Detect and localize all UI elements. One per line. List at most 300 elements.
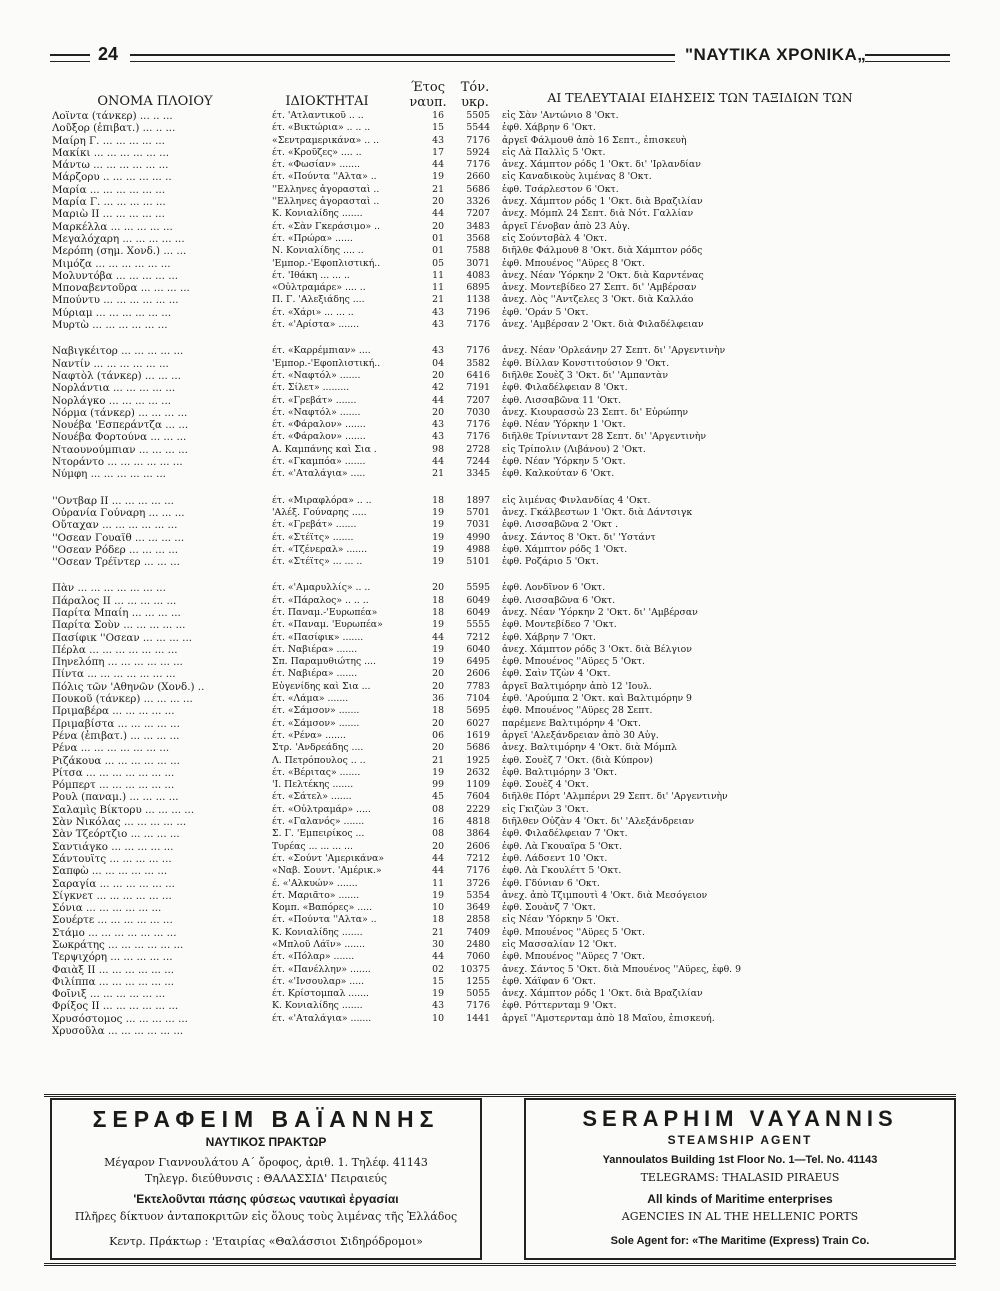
latest-news: εἰς Μασσαλίαν 12 'Οκτ.	[502, 939, 617, 950]
ship-name: ''Οσεαν Γουαϊθ ... ... ... ...	[52, 531, 185, 544]
tonnage: 1925	[466, 754, 490, 766]
ship-name: Σωκράτης ... ... ... ... ... ...	[52, 939, 184, 951]
ship-name: Μύριαμ ... ... ... ... ... ...	[52, 306, 172, 319]
owner: έτ. «Πούντα ''Αλτα» ..	[272, 171, 377, 183]
ship-name: Μάντω ... ... ... ... ... ...	[52, 159, 169, 172]
build-year: 20	[432, 742, 444, 754]
tonnage: 7176	[466, 319, 490, 331]
build-year: 44	[432, 159, 444, 171]
col-header-owner: ΙΔΙΟΚΤΗΤΑΙ	[285, 94, 369, 109]
owner: έ. «'Αλκυών» .......	[272, 877, 358, 889]
table-row	[52, 841, 892, 853]
owner: έτ. «'Ινσουλαρ» .....	[272, 975, 365, 987]
table-row	[52, 964, 892, 976]
ship-name: Ναφτὸλ (τάνκερ) ... ... ...	[52, 369, 181, 382]
latest-news: ἐφθ. Φιλαδέλφειαν 8 'Οκτ.	[502, 382, 628, 394]
table-row	[52, 632, 892, 644]
latest-news: εἰς Γκιζὼν 3 'Οκτ.	[502, 803, 589, 815]
owner: «Ναβ. Σουντ. 'Αμέρικ.»	[272, 865, 382, 877]
latest-news: ἐφθ. Τσάρλεστον 6 'Οκτ.	[502, 183, 619, 195]
build-year: 44	[432, 208, 444, 220]
owner: έτ. «Πάραλος» .. .. ..	[272, 594, 369, 606]
owner: έτ. «Πρώρα» ......	[272, 232, 353, 244]
ad-english-address: Yannoulatos Building 1st Floor No. 1—Tel. No. 41143	[602, 1154, 878, 1166]
tonnage: 4990	[466, 531, 490, 543]
owner: έτ. «Γαλανός» .......	[272, 816, 365, 828]
tonnage: 1138	[466, 294, 490, 306]
owner: έτ. «Κροῦζες» .... ..	[272, 146, 362, 158]
build-year: 19	[432, 988, 444, 1000]
owner: Π. Γ. 'Αλεξιάδης ....	[272, 294, 365, 306]
ship-name: Φαιὰξ ΙΙ ... ... ... ... ... ...	[52, 963, 175, 976]
table-row	[52, 804, 892, 816]
build-year: 45	[432, 791, 444, 803]
tonnage: 2229	[466, 803, 490, 815]
build-year: 19	[432, 889, 444, 901]
build-year: 44	[432, 456, 444, 468]
ship-name: Ρόμπερτ ... ... ... ... ... ...	[52, 779, 175, 792]
ship-name: Χρυσόστομος ... ... ... ... ...	[52, 1012, 188, 1025]
owner: έτ. «Σὰν Γκεράσιμο» ..	[272, 220, 381, 232]
owner: Ν. Κονιαλίδης .... ..	[272, 245, 364, 257]
build-year: 10	[432, 1012, 444, 1024]
owner: έτ. 'Ιθάκη ... ... ..	[272, 269, 350, 281]
build-year: 19	[432, 766, 444, 778]
ship-group	[52, 345, 892, 480]
latest-news: ἐφθ. Καλκούταν 6 'Οκτ.	[502, 468, 615, 480]
latest-news: ἐφθ. Λισσαβῶνα 2 'Οκτ .	[502, 519, 619, 531]
owner: έτ. «Ναφτόλ» .......	[272, 369, 361, 381]
tonnage: 7176	[466, 1000, 490, 1012]
owner: έτ. «Μιραφλόρα» .. ..	[272, 494, 372, 506]
tonnage: 4988	[466, 543, 490, 555]
table-row	[52, 668, 892, 680]
publication-title: "ΝΑΥΤΙΚΑ ΧΡΟΝΙΚΑ„	[685, 45, 867, 64]
table-row	[52, 221, 892, 233]
table-row	[52, 233, 892, 245]
build-year: 43	[432, 134, 444, 146]
build-year: 04	[432, 357, 444, 369]
ship-name: Χρυσοῦλα ... ... ... ... ... ...	[52, 1025, 184, 1038]
col-header-tons-line2: υκρ.	[461, 95, 489, 110]
table-row	[52, 431, 892, 443]
table-row	[52, 495, 892, 507]
table-row	[52, 779, 892, 791]
ship-name: Πασίφικ ''Οσεαν ... ... ... ...	[52, 631, 193, 644]
build-year: 08	[432, 828, 444, 840]
table-row	[52, 853, 892, 865]
tonnage: 7176	[466, 134, 490, 146]
ship-name: Μάρζορυ .. ... ... ... ... ..	[52, 171, 172, 184]
ship-name: Μεγαλόχαρη ... ... ... ... ...	[52, 232, 185, 245]
ad-greek-role: ΝΑΥΤΙΚΟΣ ΠΡΑΚΤΩΡ	[205, 1135, 327, 1149]
build-year: 21	[432, 754, 444, 766]
build-year: 20	[432, 680, 444, 692]
ship-name: Νταουνούμπιαν ... ... ... ...	[52, 443, 188, 456]
latest-news: ἐφθ. Λισσαβῶνα 11 'Οκτ.	[502, 394, 622, 406]
tonnage: 6049	[466, 606, 490, 618]
latest-news: διῆλθε Πόρτ 'Αλμπέρνι 29 Σεπτ. δι' 'Αργεντινὴν	[502, 791, 728, 803]
table-row	[52, 595, 892, 607]
latest-news: ἐφθ. Λὰ Γκουαΐρα 5 'Οκτ.	[502, 840, 623, 852]
build-year: 19	[432, 656, 444, 668]
build-year: 20	[432, 668, 444, 680]
owner: έτ. «Βικτώρια» .. .. ..	[272, 122, 371, 134]
owner: έτ. «Γρεβάτ» .......	[272, 519, 357, 531]
build-year: 19	[432, 171, 444, 183]
build-year: 19	[432, 619, 444, 631]
header-rule-left	[50, 54, 90, 62]
owner: 'Αλέξ. Γούναρης .....	[272, 506, 367, 518]
tonnage: 5695	[466, 705, 490, 717]
table-row	[52, 742, 892, 754]
table-row	[52, 345, 892, 357]
advertisement-english	[524, 1098, 956, 1260]
build-year: 44	[432, 865, 444, 877]
table-row	[52, 816, 892, 828]
latest-news: ἀργεῖ Βαλτιμόρην ἀπὸ 12 'Ιουλ.	[502, 680, 652, 692]
latest-news: ἀνεχ. Χάμπτον ρόδς 1 'Οκτ. διὰ Βραζιλίαν	[502, 196, 703, 208]
tonnage: 2728	[466, 443, 490, 455]
table-row	[52, 358, 892, 370]
owner: «Μπλοῦ Λάϊν» .......	[272, 939, 366, 950]
ship-name: Ντοράντο ... ... ... ... ... ...	[52, 456, 183, 469]
latest-news: διῆλθεν Οὐζὰν 4 'Οκτ. δι' 'Αλεξάνδρειαν	[502, 816, 695, 828]
build-year: 21	[432, 183, 444, 195]
latest-news: ἀνεχ. Μόμπλ 24 Σεπτ. διὰ Νότ. Γαλλίαν	[502, 208, 694, 220]
ship-name: Οὔταχαν ... ... ... ... ... ...	[52, 519, 178, 532]
ship-name: Ριζάκουα ... ... ... ... ... ...	[52, 754, 180, 767]
latest-news: ἀνεχ. 'Αμβέρσαν 2 'Οκτ. διὰ Φιλαδέλφειαν	[502, 319, 704, 331]
build-year: 43	[432, 419, 444, 431]
table-row	[52, 656, 892, 668]
tonnage: 7104	[466, 693, 490, 705]
latest-news: ἐφθ. Λονδῖνον 6 'Οκτ.	[502, 582, 606, 594]
table-row	[52, 507, 892, 519]
owner: έτ. «Στέϊτς» .......	[272, 531, 354, 543]
tonnage: 1897	[466, 494, 490, 506]
build-year: 10	[432, 902, 444, 914]
owner: ''Ελληνες ἀγορασταὶ ..	[272, 196, 380, 208]
table-row	[52, 196, 892, 208]
build-year: 20	[432, 717, 444, 729]
owner: Εὐγενίδης καὶ Σια ...	[272, 680, 371, 692]
tonnage: 7031	[466, 519, 490, 531]
table-row	[52, 319, 892, 331]
tonnage: 3649	[466, 902, 490, 914]
owner: έτ. Μαριᾶτο» .......	[272, 889, 360, 901]
table-row	[52, 282, 892, 294]
latest-news: ἀνεχ. Γκάλβεστων 1 'Οκτ. διὰ Δάντσιγκ	[502, 506, 693, 518]
tonnage: 7783	[466, 680, 490, 692]
ship-name: Σὰν Νικόλας ... ... ... ... ...	[52, 816, 187, 829]
build-year: 18	[432, 705, 444, 717]
tonnage: 7212	[466, 852, 490, 864]
table-row	[52, 419, 892, 431]
latest-news: ἐφθ. Φιλαδέλφειαν 7 'Οκτ.	[502, 828, 628, 840]
tonnage: 2660	[466, 171, 490, 183]
ship-name: Ρένα ... ... ... ... ... ... ...	[52, 742, 170, 755]
owner: Κ. Κονιαλίδης .......	[272, 926, 363, 938]
build-year: 20	[432, 406, 444, 418]
tonnage: 1619	[466, 729, 490, 741]
latest-news: διῆλθε Τρίνινταντ 28 Σεπτ. δι' 'Αργεντινὴν	[502, 431, 707, 443]
ship-name: Σὰν Τζεόρτζιο ... ... ... ...	[52, 828, 180, 841]
table-row	[52, 556, 892, 568]
ship-name: Μιμόζα ... ... ... ... ... ...	[52, 257, 171, 270]
latest-news: ἐφθ. Βίλλαν Κονστιτούσιον 9 'Οκτ.	[502, 357, 670, 369]
latest-news: εἰς Καναδικοὺς λιμένας 8 'Οκτ.	[502, 171, 652, 183]
ship-group	[52, 582, 892, 1037]
tonnage: 2606	[466, 668, 490, 680]
tonnage: 5101	[466, 556, 490, 568]
build-year: 43	[432, 319, 444, 331]
latest-news: εἰς λιμένας Φινλανδίας 4 'Οκτ.	[502, 494, 651, 506]
table-row	[52, 184, 892, 196]
table-row	[52, 681, 892, 693]
latest-news: εἰς Τρίπολιν (Λιβάνου) 2 'Οκτ.	[502, 443, 646, 455]
ad-greek-agency: Κεντρ. Πράκτωρ : 'Εταιρίας «Θαλάσσιοι Σιδηρόδρομοι»	[109, 1235, 423, 1248]
tonnage: 1441	[466, 1012, 490, 1024]
owner: έτ. «Σάτελ» .......	[272, 791, 352, 803]
tonnage: 3326	[466, 196, 490, 208]
owner: Κ. Κονιαλίδης .......	[272, 208, 363, 220]
tonnage: 3582	[466, 357, 490, 369]
ship-name: Μυρτὼ ... ... ... ... ... ...	[52, 319, 168, 332]
build-year: 18	[432, 494, 444, 506]
build-year: 42	[432, 382, 444, 394]
owner: έτ. Σίλετ» .........	[272, 382, 350, 394]
owner: 'Εμπορ.-'Εφοπλιστική..	[272, 357, 381, 369]
table-row	[52, 976, 892, 988]
tonnage: 1255	[466, 975, 490, 987]
latest-news: ἐφθ. Λάδσεντ 10 'Οκτ.	[502, 852, 608, 864]
table-row	[52, 582, 892, 594]
table-row	[52, 730, 892, 742]
latest-news: ἐφθ. Νέαν 'Υόρκην 1 'Οκτ.	[502, 419, 626, 431]
latest-news: ἀργεῖ ''Αμστερνταμ ἀπὸ 18 Μαΐου, ἐπισκευή.	[502, 1012, 715, 1024]
table-row	[52, 988, 892, 1000]
tonnage: 5595	[466, 582, 490, 594]
ship-name: Φοῖνιξ ... ... ... ... ... ...	[52, 988, 166, 1001]
latest-news: ἐφθ. Σουὰνζ 7 'Οκτ.	[502, 902, 596, 914]
table-row	[52, 1013, 892, 1025]
latest-news: ἀνεχ. Κιουρασσὼ 23 Σεπτ. δι' Εὐρώπην	[502, 406, 689, 418]
build-year: 11	[432, 877, 444, 889]
build-year: 21	[432, 926, 444, 938]
tonnage: 10375	[460, 963, 490, 975]
ad-greek-services: 'Εκτελοῦνται πάσης φύσεως ναυτικαὶ ἐργασίαι	[133, 1192, 399, 1206]
tonnage: 5354	[466, 889, 490, 901]
ship-name: Σαλαμὶς Βίκτορυ ... ... ... ...	[52, 803, 195, 816]
build-year: 01	[432, 245, 444, 257]
build-year: 19	[432, 506, 444, 518]
table-row	[52, 456, 892, 468]
build-year: 19	[432, 519, 444, 531]
latest-news: εἰς Σούντσβὰλ 4 'Οκτ.	[502, 232, 608, 244]
tonnage: 2632	[466, 766, 490, 778]
tonnage: 6416	[466, 369, 490, 381]
table-row	[52, 718, 892, 730]
tonnage: 7588	[466, 245, 490, 257]
ship-name: Ρουλ (παναμ.) ... ... ... ...	[52, 791, 179, 804]
latest-news: ἐφθ. Μπουένος ''Αϋρες 8 'Οκτ.	[502, 257, 645, 269]
owner: έτ. «'Αμαρυλλίς» .. ..	[272, 582, 371, 594]
tonnage: 5544	[466, 122, 490, 134]
table-row	[52, 1000, 892, 1012]
table-row	[52, 767, 892, 779]
ship-name: Παρίτα Μπαίη ... ... ... ...	[52, 606, 181, 619]
build-year: 30	[432, 939, 444, 950]
table-row	[52, 395, 892, 407]
ship-register-table	[52, 110, 892, 1037]
tonnage: 5924	[466, 146, 490, 158]
build-year: 19	[432, 543, 444, 555]
latest-news: ἀνεχ. Χάμπτον ρόδς 1 'Οκτ. δι' 'Ιρλανδίαν	[502, 159, 701, 171]
ship-name: Νόρμα (τάνκερ) ... ... ... ...	[52, 406, 188, 419]
latest-news: ἐφθ. Σουὲζ 7 'Οκτ. (διὰ Κύπρον)	[502, 754, 653, 766]
table-row	[52, 258, 892, 270]
ad-english-network: AGENCIES IN AL THE HELLENIC PORTS	[621, 1210, 859, 1223]
tonnage: 7191	[466, 382, 490, 394]
build-year: 05	[432, 257, 444, 269]
col-header-news: ΑΙ ΤΕΛΕΥΤΑΙΑΙ ΕΙΔΗΣΕΙΣ ΤΩΝ ΤΑΞΙΔΙΩΝ ΤΩΝ	[547, 90, 853, 105]
owner: έτ. «Ρένα» .......	[272, 729, 346, 741]
latest-news: διῆλθε Φάλμουθ 8 'Οκτ. διὰ Χάμπτον ρόδς	[502, 245, 703, 257]
ship-name: Ρένα (ἐπιβατ.) ... ... ... ...	[52, 729, 180, 742]
latest-news: διῆλθε Σουὲζ 3 'Οκτ. δι' 'Αμπαντὰν	[502, 369, 668, 381]
owner: Στρ. 'Ανδρεάδης ....	[272, 742, 364, 754]
ship-name: Σαραγία ... ... ... ... ... ...	[52, 877, 175, 890]
table-row	[52, 382, 892, 394]
tonnage: 6040	[466, 643, 490, 655]
owner: έτ. «Βέριτας» .......	[272, 766, 361, 778]
owner: Κ. Κονιαλίδης .......	[272, 1000, 363, 1012]
build-year: 18	[432, 914, 444, 926]
col-header-year-line1: Έτος	[411, 80, 445, 95]
ship-name: Σίγκνετ ... ... ... ... ... ...	[52, 889, 172, 902]
table-row	[52, 294, 892, 306]
owner: έτ. «Πανέλλην» .......	[272, 963, 371, 975]
tonnage: 7212	[466, 631, 490, 643]
col-header-tons-line1: Τόν.	[460, 80, 490, 95]
tonnage: 7409	[466, 926, 490, 938]
latest-news: ἐφθ. Ρόττερνταμ 9 'Οκτ.	[502, 1000, 617, 1012]
col-header-tons	[452, 80, 498, 110]
ad-greek-address: Μέγαρον Γιαννουλάτου Α΄ ὄροφος, ἀριθ. 1. Τηλέφ. 41143	[104, 1156, 428, 1169]
tonnage: 7244	[466, 456, 490, 468]
owner: έτ. «Φωσίαν» .......	[272, 159, 361, 171]
tonnage: 2858	[466, 914, 490, 926]
owner: έτ. «Ναφτόλ» .......	[272, 406, 361, 418]
latest-news: ἀνεχ. Λὸς ''Αντζελες 3 'Οκτ. διὰ Καλλάο	[502, 294, 694, 306]
tonnage: 3345	[466, 468, 490, 480]
build-year: 44	[432, 631, 444, 643]
owner: έτ. «Παναμ. 'Ευρωπέα»	[272, 619, 383, 631]
tonnage: 7060	[466, 951, 490, 963]
owner: έτ. «Γκαμπόα» .......	[272, 456, 366, 468]
table-row	[52, 544, 892, 556]
owner: έτ. Παναμ.-'Ευρωπέα»	[272, 606, 378, 618]
ship-name: Τερψιχόρη ... ... ... ... ...	[52, 951, 173, 964]
build-year: 44	[432, 852, 444, 864]
ship-name: Ναβιγκέιτορ ... ... ... ... ...	[52, 345, 184, 358]
ship-name: Μαίρη Γ. ... ... ... ... ...	[52, 134, 165, 147]
table-row	[52, 902, 892, 914]
owner: έτ. «Πασίφικ» .......	[272, 631, 364, 643]
latest-news: ἀνεχ. Νέαν 'Υόρκην 2 'Οκτ. δι' 'Αμβέρσαν	[502, 606, 698, 618]
table-row	[52, 159, 892, 171]
tonnage: 5686	[466, 183, 490, 195]
table-row	[52, 532, 892, 544]
page-header	[50, 44, 950, 68]
build-year: 43	[432, 345, 444, 357]
build-year: 17	[432, 146, 444, 158]
ship-name: Μολυντόβα ... ... ... ... ...	[52, 269, 179, 282]
owner: έτ. «Σάμσον» .......	[272, 705, 360, 717]
tonnage: 6495	[466, 656, 490, 668]
latest-news: ἐφθ. Σαὶν Τζὼν 4 'Οκτ.	[502, 668, 611, 680]
owner: έτ. 'Ατλαντικοῦ .. ..	[272, 110, 364, 121]
ship-name: Σαντιάγκο ... ... ... ... ...	[52, 840, 174, 853]
ad-english-telegram: TELEGRAMS: THALASID PIRAEUS	[640, 1171, 840, 1184]
owner: έτ. Κρίστομπαλ .......	[272, 988, 369, 1000]
build-year: 20	[432, 840, 444, 852]
header-rule-middle	[130, 54, 675, 62]
tonnage: 5055	[466, 988, 490, 1000]
owner: 'Εμπορ.-'Εφοπλιστική..	[272, 257, 381, 269]
ship-group	[52, 495, 892, 569]
ship-name: Μαρκέλλα ... ... ... ... ...	[52, 220, 173, 233]
latest-news: ἀργεῖ 'Αλεξάνδρειαν ἀπὸ 30 Αὐγ.	[502, 729, 659, 741]
build-year: 43	[432, 431, 444, 443]
latest-news: ἐφθ. Μπουένος ''Αϋρες 28 Σεπτ.	[502, 705, 653, 717]
latest-news: εἰς Λὰ Παλλὶς 5 'Οκτ.	[502, 146, 606, 158]
table-row	[52, 890, 892, 902]
ship-name: ''Οντβαρ ΙΙ ... ... ... ... ...	[52, 494, 174, 507]
owner: έτ. «Πούντα ''Αλτα» ..	[272, 914, 377, 926]
owner: ''Ελληνες ἀγορασταὶ ..	[272, 183, 380, 195]
ship-name: Πέρλα ... ... ... ... ... ... ...	[52, 643, 178, 656]
table-row	[52, 468, 892, 480]
ship-name: Πουκοῦ (τάνκερ) ... ... ... ...	[52, 693, 193, 706]
ship-name: Πριμαβέρα ... ... ... ... ...	[52, 705, 175, 718]
table-row	[52, 171, 892, 183]
latest-news: παρέμενε Βαλτιμόρην 4 'Οκτ.	[502, 717, 641, 729]
ship-name: Σάντουϊτς ... ... ... ... ...	[52, 852, 172, 865]
table-row	[52, 307, 892, 319]
latest-news: ἀργεῖ Γένοβαν ἀπὸ 23 Αὐγ.	[502, 220, 631, 232]
table-row	[52, 147, 892, 159]
build-year: 06	[432, 729, 444, 741]
latest-news: ἐφθ. Ροζάριο 5 'Οκτ.	[502, 556, 599, 568]
latest-news: ἐφθ. Νέαν 'Υόρκην 5 'Οκτ.	[502, 456, 626, 468]
ship-name: Ρίτσα ... ... ... ... ... ... ...	[52, 766, 175, 779]
ad-english-services: All kinds of Maritime enterprises	[647, 1192, 833, 1206]
tonnage: 7176	[466, 865, 490, 877]
ship-name: Φιλίππα ... ... ... ... ... ...	[52, 975, 175, 988]
tonnage: 3726	[466, 877, 490, 889]
ship-name: Μαρία Γ. ... ... ... ... ...	[52, 196, 166, 209]
tonnage: 3483	[466, 220, 490, 232]
latest-news: ἀνεχ. Νέαν 'Ορλεάνην 27 Σεπτ. δι' 'Αργεντινὴν	[502, 345, 726, 357]
build-year: 44	[432, 394, 444, 406]
latest-news: ἐφθ. Λισσαβῶνα 6 'Οκτ.	[502, 594, 616, 606]
owner: έτ. «Πόλαρ» .......	[272, 951, 355, 963]
table-row	[52, 122, 892, 134]
build-year: 43	[432, 306, 444, 318]
table-row	[52, 927, 892, 939]
